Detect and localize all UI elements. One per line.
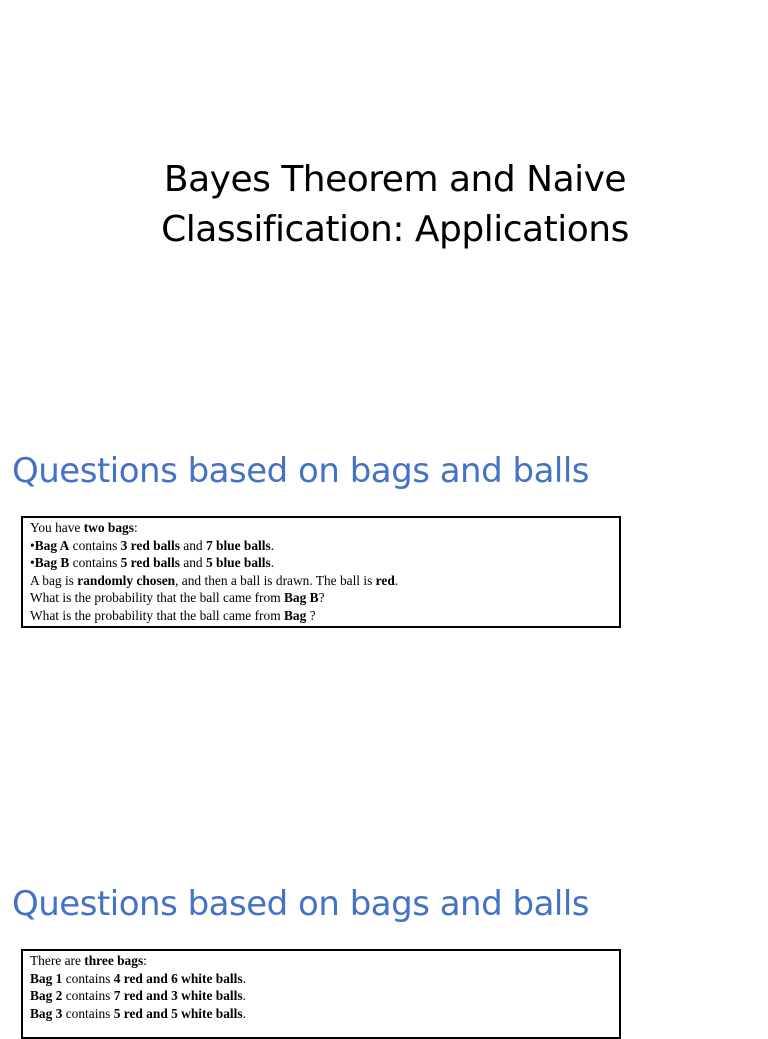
- text: You have: [30, 520, 84, 535]
- text: What is the probability that the ball came from: [30, 607, 284, 623]
- text: ?: [318, 590, 325, 605]
- text: :: [143, 953, 147, 968]
- bold-text: 5 blue balls: [205, 555, 271, 570]
- text: There are: [30, 953, 85, 968]
- question-line: [30, 987, 612, 1005]
- text: •: [30, 537, 35, 553]
- bold-text: Bag: [283, 607, 307, 623]
- section-heading: Questions based on bags and balls: [12, 884, 590, 924]
- question-line: [30, 554, 612, 572]
- bold-text: Bag A: [34, 537, 70, 553]
- text: and: [179, 555, 206, 570]
- text: .: [270, 555, 275, 570]
- question-line: [30, 970, 612, 988]
- bold-text: randomly chosen: [77, 572, 176, 588]
- text: contains: [62, 1005, 114, 1021]
- text: , and then a ball is drawn. The ball is: [175, 572, 376, 588]
- text: .: [270, 537, 275, 553]
- bold-text: three bags: [84, 953, 144, 968]
- question-line: [30, 519, 612, 537]
- text: contains: [62, 970, 114, 986]
- question-line: [30, 1005, 612, 1023]
- text: .: [242, 988, 246, 1003]
- text: •: [30, 555, 35, 570]
- title-line-2: Classification: Applications: [161, 209, 629, 250]
- question-line: [30, 952, 612, 970]
- bold-text: Bag 1: [30, 970, 63, 986]
- text: .: [394, 572, 399, 588]
- text: and: [179, 537, 206, 553]
- title-line-1: Bayes Theorem and Naive: [163, 159, 627, 200]
- text: .: [242, 970, 246, 986]
- text: ?: [306, 607, 316, 623]
- text: contains: [69, 537, 121, 553]
- bold-text: Bag B: [34, 555, 70, 570]
- bold-text: 5 red balls: [120, 555, 180, 570]
- bold-text: 5 red and 5 white balls: [113, 1005, 243, 1021]
- question-box: [21, 949, 621, 1039]
- text: contains: [69, 555, 121, 570]
- text: A bag is: [30, 572, 78, 588]
- bold-text: 3 red balls: [120, 537, 180, 553]
- bold-text: 4 red and 6 white balls: [113, 970, 243, 986]
- bold-text: Bag 3: [30, 1005, 63, 1021]
- text: :: [133, 520, 138, 535]
- bold-text: 7 blue balls: [205, 537, 271, 553]
- bold-text: red: [375, 572, 395, 588]
- text: What is the probability that the ball came from: [30, 590, 284, 605]
- text: contains: [62, 988, 114, 1003]
- section-heading: Questions based on bags and balls: [12, 451, 590, 491]
- question-line: [30, 537, 612, 555]
- document-title: [0, 155, 768, 255]
- question-line: [30, 572, 612, 590]
- bold-text: Bag B: [283, 590, 319, 605]
- bold-text: two bags: [83, 520, 134, 535]
- question-line: [30, 607, 612, 625]
- bold-text: Bag 2: [30, 988, 63, 1003]
- question-line: [30, 589, 612, 607]
- bold-text: 7 red and 3 white balls: [113, 988, 243, 1003]
- text: .: [242, 1005, 246, 1021]
- question-box: [21, 516, 621, 628]
